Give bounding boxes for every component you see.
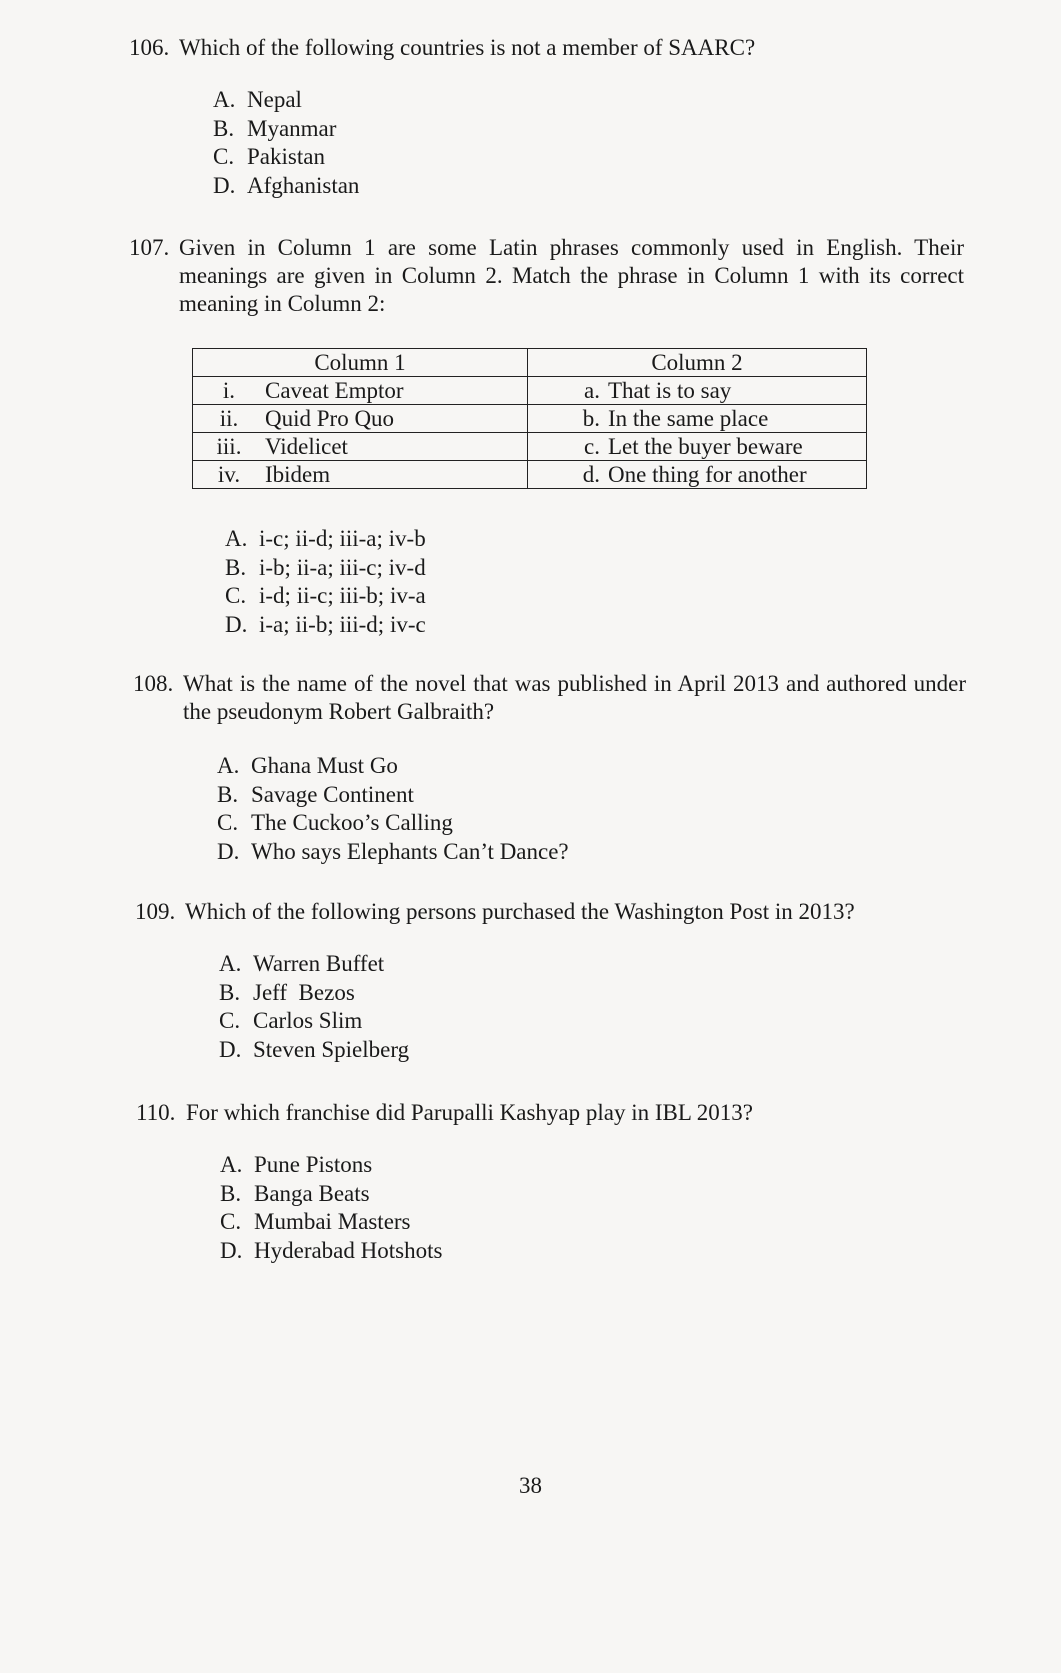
question-number: 106.	[129, 35, 170, 60]
question-text: Given in Column 1 are some Latin phrases commonly used in English. Their meanings are given in Column 2. Match the phrase in Column 1 with its correct meaning in Column 2:	[179, 235, 964, 316]
option-d: D. Hyderabad Hotshots	[220, 1237, 443, 1263]
question-110	[136, 1099, 976, 1265]
option-d: D. Afghanistan	[213, 172, 360, 198]
column-1-header: Column 1	[193, 349, 528, 377]
option-b: B. Banga Beats	[220, 1180, 370, 1206]
table-row: iv. Ibidem d. One thing for another	[193, 461, 867, 489]
options-list	[133, 752, 966, 866]
option-a: A. Warren Buffet	[219, 951, 385, 976]
question-text: Which of the following countries is not a member of SAARC?	[179, 35, 756, 60]
option-c: C. Carlos Slim	[219, 1008, 363, 1033]
question-number: 109.	[135, 899, 176, 924]
question-text: Which of the following persons purchased the Washington Post in 2013?	[185, 899, 855, 924]
option-d: D. i-a; ii-b; iii-d; iv-c	[225, 611, 426, 637]
question-number: 110.	[136, 1100, 176, 1125]
matching-table	[192, 348, 867, 489]
option-c: C. Pakistan	[213, 144, 325, 169]
option-a: A. i-c; ii-d; iii-a; iv-b	[225, 526, 426, 551]
page-number: 38	[519, 1473, 542, 1498]
options-list	[135, 950, 975, 1064]
question-107-options	[129, 525, 964, 639]
question-107	[129, 234, 964, 318]
table-row: ii. Quid Pro Quo b. In the same place	[193, 405, 867, 433]
table-header-row	[193, 349, 867, 377]
option-c: C. i-d; ii-c; iii-b; iv-a	[225, 583, 426, 608]
option-d: D. Steven Spielberg	[219, 1036, 410, 1062]
question-number: 107.	[129, 235, 170, 260]
question-108	[133, 670, 966, 866]
options-list	[136, 1151, 976, 1265]
option-a: A. Ghana Must Go	[217, 753, 398, 778]
column-2-header: Column 2	[528, 349, 867, 377]
options-list	[129, 525, 964, 639]
option-b: B. Myanmar	[213, 115, 337, 141]
option-d: D. Who says Elephants Can’t Dance?	[217, 838, 569, 864]
option-a: A. Nepal	[213, 87, 302, 112]
option-a: A. Pune Pistons	[220, 1152, 373, 1177]
option-c: C. Mumbai Masters	[220, 1209, 411, 1234]
option-b: B. Savage Continent	[217, 781, 414, 807]
question-text: For which franchise did Parupalli Kashyap play in IBL 2013?	[186, 1100, 753, 1125]
question-text: What is the name of the novel that was published in April 2013 and authored under the pseudonym Robert Galbraith?	[183, 671, 966, 724]
option-c: C. The Cuckoo’s Calling	[217, 810, 453, 835]
table-row: iii. Videlicet c. Let the buyer beware	[193, 433, 867, 461]
question-number: 108.	[133, 671, 174, 696]
option-b: B. Jeff Bezos	[219, 979, 355, 1005]
options-list	[129, 86, 969, 200]
table-row: i. Caveat Emptor a. That is to say	[193, 377, 867, 405]
option-b: B. i-b; ii-a; iii-c; iv-d	[225, 554, 426, 580]
question-106	[129, 34, 969, 200]
question-109	[135, 898, 975, 1064]
